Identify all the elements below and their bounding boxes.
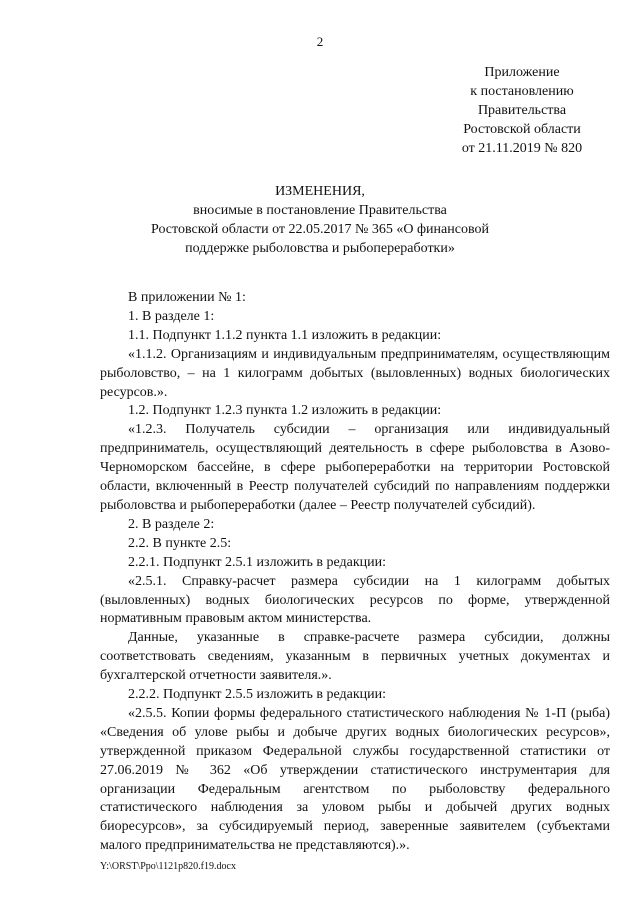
- appendix-line: Приложение: [484, 65, 560, 80]
- page-number: 2: [316, 34, 324, 49]
- heading-line: вносимые в постановление Правительства: [193, 203, 447, 218]
- paragraph: 1. В разделе 1:: [128, 308, 215, 324]
- file-path-footer: Y:\ORST\Ppo\1121p820.f19.docx: [100, 861, 236, 872]
- paragraph: «1.2.3. Получатель субсидии – организация или индивидуальный предприниматель, осуществляющий деятельность в сфере рыболовства в Азово-Черноморском бассейне, в сфере рыбопереработки на территории Ростовской области, включенный в Реестр получателей субсидий по направлениям поддержки рыболовства и рыбопереработки (далее – Реестр получателей субсидий).: [100, 422, 610, 513]
- appendix-line: Правительства: [477, 103, 567, 118]
- appendix-block: [440, 63, 604, 158]
- paragraph: «2.5.1. Справку-расчет размера субсидии на 1 килограмм добытых (выловленных) водных биологических ресурсов по форме, утвержденной нормативным правовым актом министерства.: [100, 573, 610, 627]
- paragraph: 2.2.1. Подпункт 2.5.1 изложить в редакции:: [128, 554, 387, 570]
- document-body: [100, 289, 610, 856]
- paragraph: «2.5.5. Копии формы федерального статистического наблюдения № 1-П (рыба) «Сведения об улове рыбы и добыче других водных биологических ресурсов», утвержденной приказом Федеральной службы государственной статистики от 27.06.2019 № 362 «Об утверждении статистического инструментария для организации Федеральным агентством по рыболовству федерального статистического наблюдения за уловом рыбы и добычей других водных биоресурсов», за субсидируемый период, заверенные заявителем (субъектами малого предпринимательства не представляются).».: [100, 705, 610, 854]
- paragraph: 2.2. В пункте 2.5:: [128, 535, 232, 551]
- heading-line: Ростовской области от 22.05.2017 № 365 «О финансовой: [151, 222, 489, 237]
- heading-title: ИЗМЕНЕНИЯ,: [275, 184, 365, 199]
- paragraph: 2. В разделе 2:: [128, 516, 215, 532]
- appendix-line: Ростовской области: [463, 122, 581, 137]
- paragraph: В приложении № 1:: [128, 290, 246, 305]
- appendix-line: от 21.11.2019 № 820: [461, 141, 583, 156]
- paragraph: «1.1.2. Организациям и индивидуальным предпринимателям, осуществляющим рыболовство, – на 1 килограмм добытых (выловленных) водных биологических ресурсов.».: [100, 346, 610, 400]
- paragraph: Данные, указанные в справке-расчете размера субсидии, должны соответствовать сведениям, указанным в первичных учетных документах и бухгалтерской отчетности заявителя.».: [100, 630, 610, 684]
- paragraph: 1.2. Подпункт 1.2.3 пункта 1.2 изложить в редакции:: [128, 403, 442, 419]
- document-heading: [100, 182, 540, 258]
- paragraph: 2.2.2. Подпункт 2.5.5 изложить в редакции:: [128, 687, 387, 703]
- appendix-line: к постановлению: [470, 84, 574, 99]
- heading-line: поддержке рыболовства и рыбопереработки»: [185, 241, 455, 256]
- paragraph: 1.1. Подпункт 1.1.2 пункта 1.1 изложить в редакции:: [128, 327, 442, 343]
